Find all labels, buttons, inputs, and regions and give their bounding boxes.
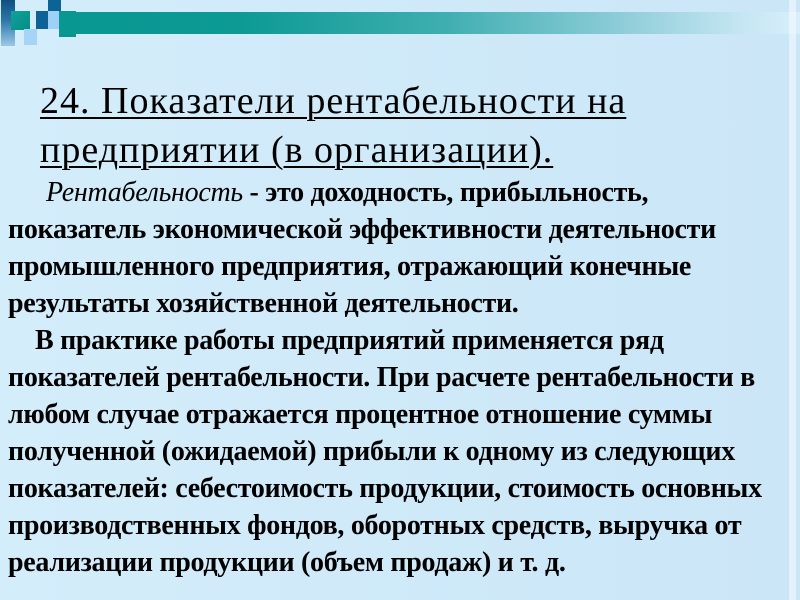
- top-banner-bar: [59, 12, 800, 34]
- slide-title-line-2: предприятии (в организации).: [40, 129, 554, 172]
- slide-body: [8, 174, 796, 581]
- slide-title: [40, 77, 780, 175]
- body-line-text: - это доходность, прибыльность,: [242, 177, 649, 208]
- corner-light-blue-square-lower: [24, 29, 37, 45]
- body-line: показатель экономической эффективности деятельности: [8, 214, 716, 245]
- body-line: показателей: себестоимость продукции, стоимость основных: [8, 473, 762, 504]
- body-line: показателей рентабельности. При расчете рентабельности в: [8, 362, 755, 393]
- body-line: [8, 174, 796, 211]
- body-lead-italic: Рентабельность: [46, 177, 243, 208]
- body-line: реализации продукции (объем продаж) и т. д.: [8, 547, 566, 578]
- body-line: производственных фондов, оборотных средств, выручка от: [8, 510, 742, 541]
- body-line: промышленного предприятия, отражающий конечные: [8, 251, 692, 282]
- body-line: В практике работы предприятий применяется ряд: [35, 325, 664, 356]
- body-line: любом случае отражается процентное отношение суммы: [8, 399, 713, 430]
- slide-title-line-1: 24. Показатели рентабельности на: [40, 80, 627, 123]
- body-line: полученной (ожидаемой) прибыли к одному из следующих: [8, 436, 735, 467]
- body-line: результаты хозяйственной деятельности.: [8, 288, 519, 319]
- corner-dark-blue-square-top: [48, 0, 61, 11]
- corner-teal-square: [11, 11, 30, 30]
